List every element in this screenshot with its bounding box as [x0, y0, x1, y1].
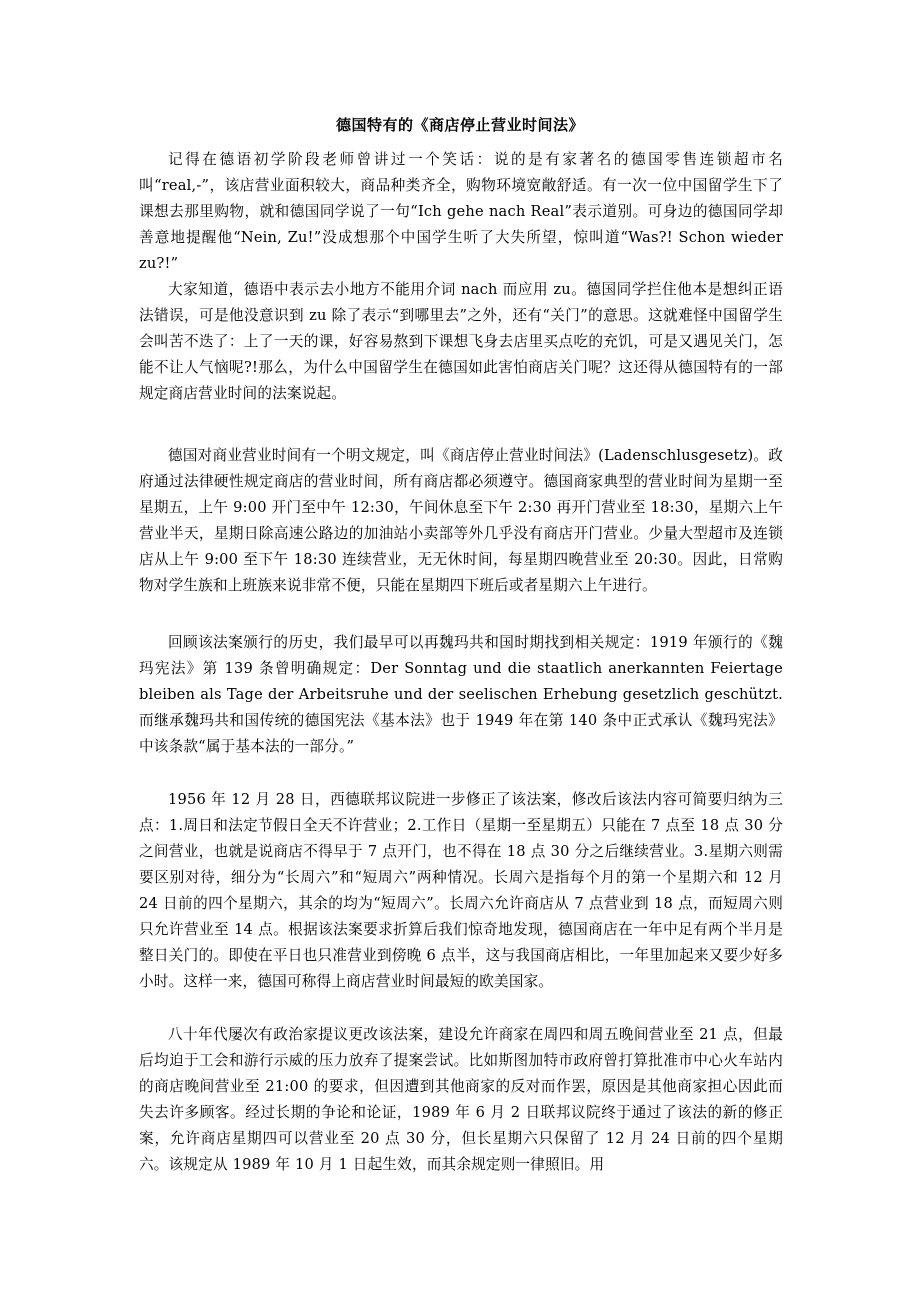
document-title: 德国特有的《商店停止营业时间法》 — [335, 116, 584, 134]
paragraph-anecdote: 记得在德语初学阶段老师曾讲过一个笑话：说的是有家著名的德国零售连锁超市名叫“real,-”，该店营业面积较大，商品种类齐全，购物环境宽敞舒适。有一次一位中国留学生下了课想去那里购物，就和德国同学说了一句“Ich gehe nach Real”表示道别。可身边的德国同学却善意地提醒他“Nein, Zu!”没成想那个中国学生听了大失所望，惊叫道“Was?! Schon wieder zu?!” — [139, 151, 783, 272]
paragraph-law-definition: 德国对商业营业时间有一个明文规定，叫《商店停止营业时间法》(Ladenschlusgesetz)。政府通过法律硬性规定商店的营业时间，所有商店都必须遵守。德国商家典型的营业时间为星期一至星期五，上午 9:00 开门至中午 12:30，午间休息至下午 2:30 再开门营业至 18:30，星期六上午营业半天，星期日除高速公路边的加油站小卖部等外几乎没有商店开门营业。少量大型超市及连锁店从上午 9:00 至下午 18:30 连续营业，无无休时间，每星期四晚营业至 20:30。因此，日常购物对学生族和上班族来说非常不便，只能在星期四下班后或者星期六上午进行。 — [139, 447, 783, 594]
paragraph-explanation: 大家知道，德语中表示去小地方不能用介词 nach 而应用 zu。德国同学拦住他本是想纠正语法错误，可是他没意识到 zu 除了表示“到哪里去”之外，还有“关门”的意思。这就难怪中国留学生会叫苦不迭了：上了一天的课，好容易熬到下课想飞身去店里买点吃的充饥，可是又遇见关门，怎能不让人气恼呢?!那么，为什么中国留学生在德国如此害怕商店关门呢？这还得从德国特有的一部规定商店营业时间的法案说起。 — [139, 281, 783, 402]
paragraph-1989-amendment: 八十年代屡次有政治家提议更改该法案，建设允许商家在周四和周五晚间营业至 21 点，但最后均迫于工会和游行示威的压力放弃了提案尝试。比如斯图加特市政府曾打算批准市中心火车站内的商店晚间营业至 21:00 的要求，但因遭到其他商家的反对而作罢，原因是其他商家担心因此而失去许多顾客。经过长期的争论和论证，1989 年 6 月 2 日联邦议院终于通过了该法的新的修正案，允许商店星期四可以营业至 20 点 30 分，但长星期六只保留了 12 月 24 日前的四个星期六。该规定从 1989 年 10 月 1 日起生效，而其余规定则一律照旧。用 — [139, 1026, 783, 1173]
paragraph-history: 回顾该法案颁行的历史，我们最早可以再魏玛共和国时期找到相关规定：1919 年颁行的《魏玛宪法》第 139 条曾明确规定：Der Sonntag und die staatlich anerkannten Feiertage bleiben als Tage der Arbeitsruhe und der seelischen Erhebung gesetzlich geschützt.而继承魏玛共和国传统的德国宪法《基本法》也于 1949 年在第 140 条中正式承认《魏玛宪法》中该条款“属于基本法的一部分。” — [139, 634, 783, 755]
paragraph-1956-amendment: 1956 年 12 月 28 日，西德联邦议院进一步修正了该法案，修改后该法内容可简要归纳为三点：1.周日和法定节假日全天不许营业；2.工作日（星期一至星期五）只能在 7 点至 18 点 30 分之间营业，也就是说商店不得早于 7 点开门，也不得在 18 点 30 分之后继续营业。3.星期六则需要区别对待，细分为“长周六”和“短周六”两种情况。长周六是指每个月的第一个星期六和 12 月 24 日前的四个星期六，其余的均为“短周六”。长周六允许商店从 7 点营业到 18 点，而短周六则只允许营业至 14 点。根据该法案要求折算后我们惊奇地发现，德国商店在一年中足有两个半月是整日关门的。即使在平日也只准营业到傍晚 6 点半，这与我国商店相比，一年里加起来又要少好多小时。这样一来，德国可称得上商店营业时间最短的欧美国家。 — [139, 791, 783, 990]
